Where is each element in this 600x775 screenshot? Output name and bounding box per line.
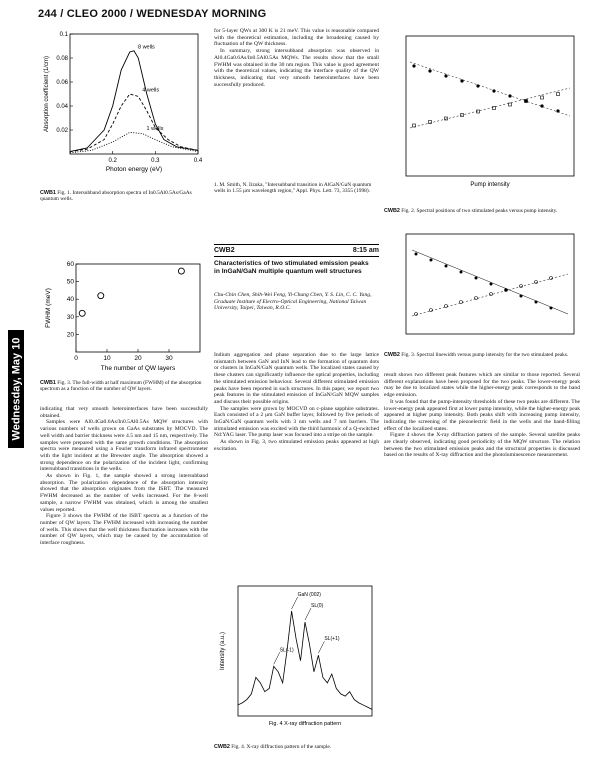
y-tick-label: 60 <box>66 261 74 268</box>
fig3b-caption <box>384 352 580 358</box>
y-axis-label: FWHM (meV) <box>45 288 52 328</box>
data-point <box>444 74 447 77</box>
fig1-caption-text: Fig. 1. Intersubband absorption spectra of In0.5Al0.5As/GaAs quantum wells. <box>40 190 192 203</box>
data-point <box>98 293 104 299</box>
annotation-arrow <box>318 641 324 653</box>
series-line <box>70 132 198 152</box>
col1-paragraph: indicating that very smooth heterointerfaces have been successfully obtained. <box>40 406 208 419</box>
x-axis-label: Pump intensity <box>470 182 510 188</box>
y-tick-label: 30 <box>66 313 74 321</box>
fig4-caption-label: CWB2 <box>214 744 230 750</box>
col2-paragraph: for 5-layer QWs at 300 K is 21 meV. This value is reasonable compared with the theoretical estimation, including the broadening caused by fluctuation of the QW thickness. <box>214 28 379 48</box>
data-point <box>492 89 495 92</box>
x-tick-label: 0 <box>74 355 78 362</box>
trend-line <box>412 274 568 316</box>
conference-name: CLEO 2000 <box>66 8 127 20</box>
y-tick-label: 0.08 <box>56 56 68 62</box>
column-1-text <box>40 406 208 770</box>
col3-paragraph: Figure 4 shows the X-ray diffraction pattern of the sample. Several satellite peaks are clearly observed, indicating good periodicity of the MQW structure. The relation between the two stimulated emission peaks and the structural properties is discussed based on the results of X-ray diffraction and the photoluminescence measurement. <box>384 432 580 459</box>
column-2-top-text <box>214 28 379 173</box>
data-point <box>79 310 85 316</box>
y-axis-label: Intensity (a.u.) <box>220 631 226 671</box>
fig1-caption-label: CWB1 <box>40 190 56 196</box>
annotation-arrow <box>305 608 311 620</box>
col2-paragraph: In summary, strong intersubband absorption was observed in Al0.4Ga0.6As/In0.5Al0.5As MQWs. The results show that the small FWHM was obtained in the 30 nm region. This value is good agreement with the theoretical values, indicating the interface quality of the QW thickness, indicating that very smooth heterointerfaces have been successfully produced. <box>214 48 379 88</box>
x-axis-label: The number of QW layers <box>100 365 176 372</box>
data-point <box>541 96 544 99</box>
data-point <box>460 271 463 274</box>
y-tick-label: 50 <box>66 278 74 286</box>
series-label: 8 wells <box>138 44 155 51</box>
y-tick-label: 0.04 <box>56 104 68 110</box>
plot-frame <box>238 586 372 716</box>
x-tick-label: 10 <box>103 355 111 362</box>
y-tick-label: 0.1 <box>59 32 68 38</box>
paper2-body <box>214 352 379 577</box>
x-tick-label: 30 <box>165 355 173 362</box>
y-tick-label: 40 <box>66 296 74 304</box>
fig1-chart <box>40 28 210 188</box>
data-point <box>535 281 538 284</box>
paper2-paragraph: Indium aggregation and phase separation due to the large lattice mismatch between GaN and InN lead to the formation of quantum dots or clusters in InGaN/GaN quantum wells. The localized states caused by these clusters can significantly influence the optical properties, including the stimulated emission behaviour. Several different stimulated emission peaks have been reported in such structures. In this paper, we report two peak features in the stimulated emission of InGaN/GaN MQW samples and discuss their possible origins. <box>214 352 379 405</box>
data-point <box>415 253 418 256</box>
y-tick-label: 0.02 <box>56 128 68 134</box>
page-header: 244 / CLEO 2000 / WEDNESDAY MORNING <box>38 8 267 20</box>
fig4-caption <box>214 744 379 750</box>
plot-frame <box>406 36 574 176</box>
fig4-caption-text: Fig. 4. X-ray diffraction pattern of the sample. <box>231 744 332 750</box>
data-point <box>445 305 448 308</box>
fig3b-caption-text: Fig. 3. Spectral linewidth versus pump intensity for the two stimulated peaks. <box>401 352 569 358</box>
x-tick-label: 0.4 <box>193 158 203 164</box>
paper2-paragraph: As shown in Fig. 3, two stimulated emission peaks appeared at high excitation. <box>214 439 379 452</box>
data-point <box>520 285 523 288</box>
x-axis-label: Photon energy (eV) <box>105 166 163 173</box>
annotation-label: SL(+1) <box>324 636 340 643</box>
paper-title: Characteristics of two stimulated emission peaks in InGaN/GaN multiple quantum well structures <box>214 260 369 275</box>
y-axis-label: Absorption coefficient (1/cm) <box>44 56 50 132</box>
annotation-label: GaN (002) <box>297 592 321 599</box>
fig4-chart <box>214 580 379 740</box>
trend-line <box>410 62 570 116</box>
data-point <box>445 265 448 268</box>
fig2-caption-label: CWB2 <box>384 208 400 214</box>
data-point <box>550 277 553 280</box>
day-label: WEDNESDAY MORNING <box>136 8 267 20</box>
annotation-arrow <box>292 597 298 609</box>
fig3-caption-label: CWB1 <box>40 380 56 386</box>
annotation-label: SL(0) <box>311 603 324 610</box>
x-tick-label: 20 <box>134 355 142 362</box>
trend-line <box>410 88 570 128</box>
series-label: 1 wells <box>146 126 164 132</box>
col3-paragraph: It was found that the pump-intensity thresholds of these two peaks are different. The lower-energy peak appeared first at lower pump intensity, while the higher-energy peak appeared at higher pump intensity. Both peaks shift with increasing pump intensity, indicating the screening of the piezoelectric field in the wells and the band-filling effect of the localized states. <box>384 398 580 432</box>
data-point <box>445 117 448 120</box>
y-tick-label: 20 <box>66 331 74 339</box>
page-number: 244 <box>38 8 57 20</box>
session-bar <box>214 244 379 257</box>
session-time: 8:15 am <box>352 247 379 254</box>
col1-paragraph: Figure 3 shows the FWHM of the ISBT spectra as a function of the number of QW layers. The FWHM increased with increasing the number of wells. This shows that the well thickness fluctuation increases with the number of QW layers, which may be caused by the accumulation of interface roughness. <box>40 513 208 547</box>
column-3-text <box>384 372 580 770</box>
data-point <box>493 107 496 110</box>
annotation-arrow <box>274 652 280 664</box>
inner-caption: Fig. 4 X-ray diffraction pattern <box>268 721 342 727</box>
fig1-caption <box>40 190 208 203</box>
col3-paragraph: result shows two different peak features which are similar to those reported. Several different explanations have been proposed for the two peaks. The lower-energy peak may be due to localized states while the higher-energy peak corresponds to the band edge emission. <box>384 372 580 399</box>
diffraction-curve <box>238 611 372 709</box>
series-label: 4 wells <box>142 87 160 94</box>
fig3-caption <box>40 380 208 393</box>
side-tab <box>8 330 24 448</box>
reference-1: 1. M. Smith, N. Iizuka, "Intersubband transition in AlGaN/GaN quantum wells in 1.55 μm wavelength region," Appl. Phys. Lett. 73, 3355 (1998). <box>214 182 372 195</box>
data-point <box>412 64 415 67</box>
fig3b-chart <box>384 228 584 348</box>
data-point <box>476 84 479 87</box>
trend-line <box>412 250 568 314</box>
y-tick-label: 0.06 <box>56 80 68 86</box>
data-point <box>557 93 560 96</box>
x-tick-label: 0.3 <box>151 158 160 164</box>
paper2-paragraph: The samples were grown by MOCVD on c-plane sapphire substrates. Each consisted of a 2 μm GaN buffer layer, followed by five periods of InGaN/GaN quantum wells with 3 nm wells and 7 nm barriers. The stimulated emission was excited with the third harmonic of a Q-switched Nd:YAG laser. The pump laser was focused into a stripe on the sample. <box>214 405 379 439</box>
data-point <box>430 259 433 262</box>
session-code: CWB2 <box>214 247 235 254</box>
plot-frame <box>76 264 200 352</box>
annotation-label: SL(-1) <box>279 647 294 654</box>
series-line <box>70 94 198 152</box>
paper-authors: Chu-Chin Chen, Shih-Wei Feng, Yi-Chung Chen, Y. S. Lin, C. C. Yang, Graduate Institute of Electro-Optical Engineering, National Taiwan University, Taipei, Taiwan, R.O.C. <box>214 292 372 312</box>
side-tab-label: Wednesday, May 10 <box>10 337 23 441</box>
fig2-chart <box>384 28 584 206</box>
data-point <box>430 309 433 312</box>
data-point <box>178 268 184 274</box>
fig3b-caption-label: CWB2 <box>384 352 400 358</box>
fig2-caption-text: Fig. 2. Spectral positions of two stimulated peaks versus pump intensity. <box>401 208 558 214</box>
fig3-caption-text: Fig. 3. The full-width at half maximum (FWHM) of the absorption spectrum as a function of the number of QW layers. <box>40 380 202 393</box>
fig3-chart <box>40 258 210 378</box>
fig2-caption <box>384 208 580 214</box>
data-point <box>428 69 431 72</box>
col1-paragraph: As shown in Fig. 1, the sample showed a strong intersubband absorption. The polarization dependence of the absorption intensity showed that the absorption originates from the ISBT. The measured FWHM decreased as the number of wells increased. For the 8-well sample, a narrow FWHM was obtained, which is among the smallest values reported. <box>40 473 208 513</box>
col1-paragraph: Samples were Al0.4Ga0.6As/In0.5Al0.5As MQW structures with various numbers of wells grown on GaAs substrates by MOCVD. The well width and barrier thickness were 4.5 nm and 15 nm, respectively. The samples were prepared with the same growth conditions. The absorption spectra were measured using a Fourier transform infrared spectrometer with the light incident at the Brewster angle. The absorption showed a strong dependence on the polarization of the incident light, confirming intersubband transitions in the wells. <box>40 419 208 473</box>
plot-frame <box>70 34 198 154</box>
x-tick-label: 0.2 <box>108 158 117 164</box>
series-line <box>70 51 198 152</box>
